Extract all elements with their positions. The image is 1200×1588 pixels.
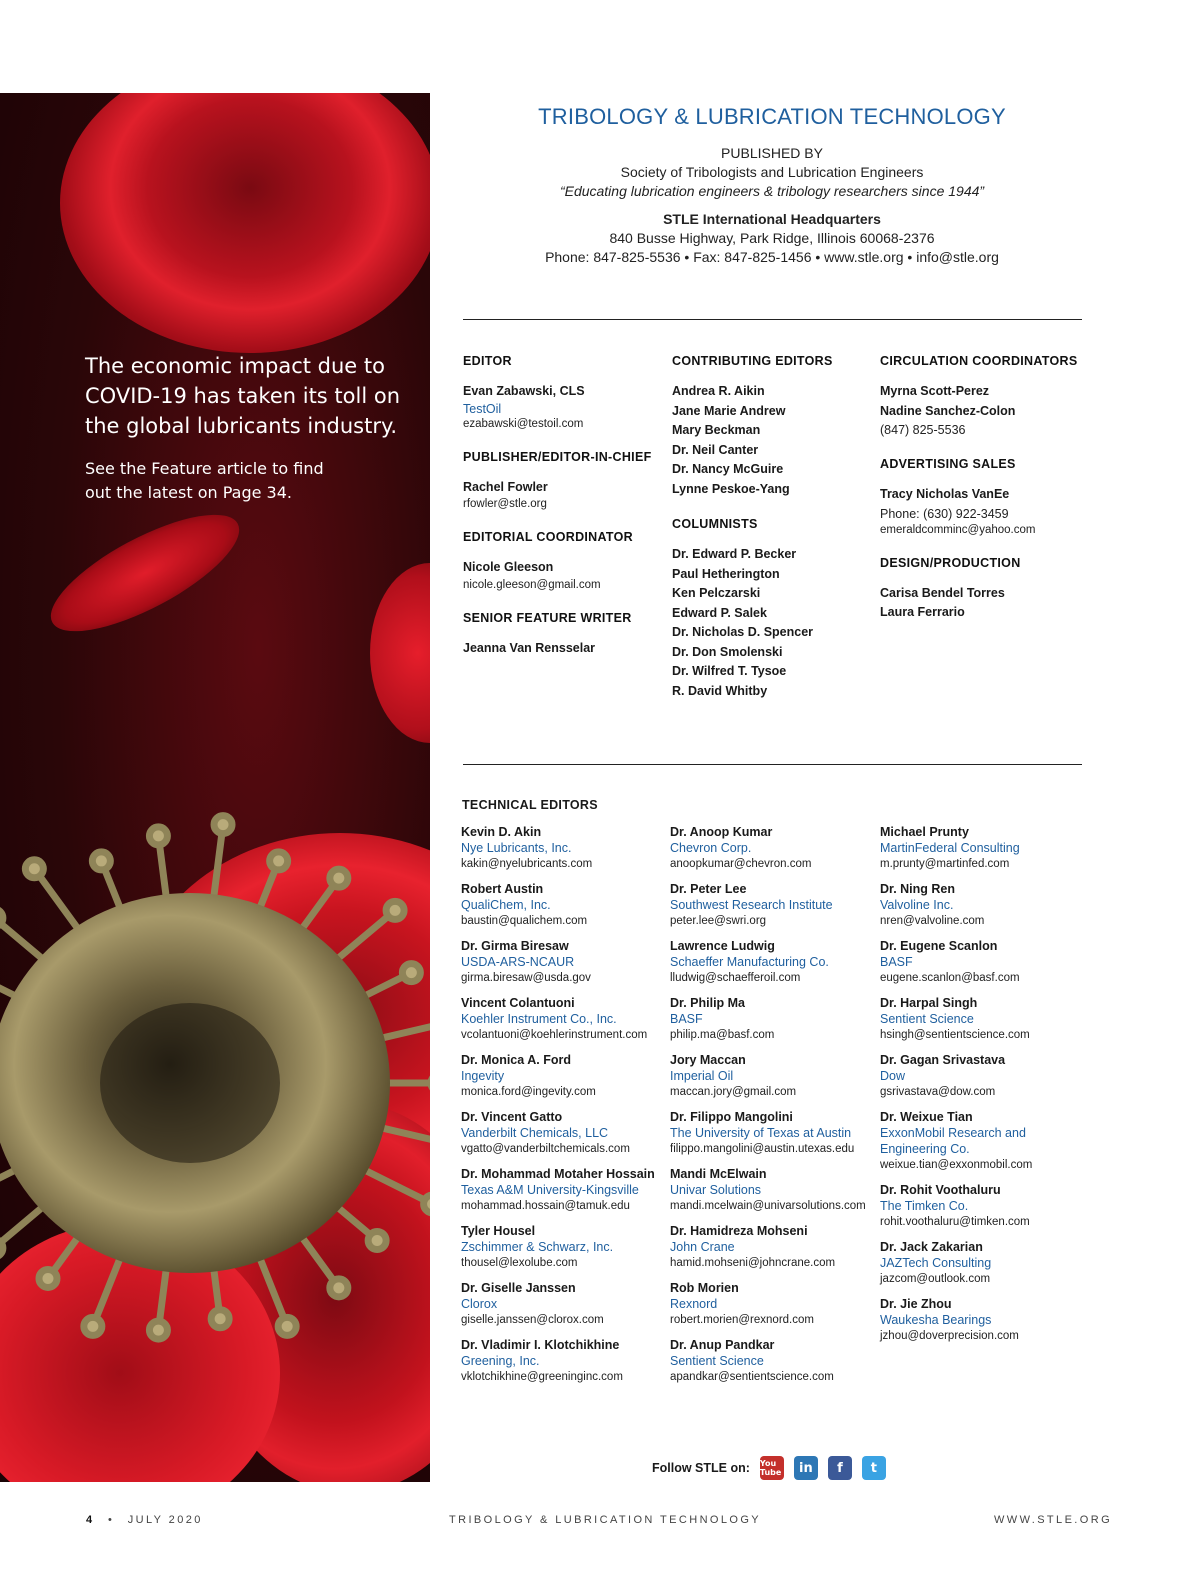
senior-writer-section <box>463 611 663 659</box>
person-name: Dr. Monica A. Ford <box>461 1053 571 1067</box>
person-name: Andrea R. Aikin <box>672 384 765 398</box>
staff-column-2 <box>672 354 872 719</box>
technical-editor-entry <box>670 938 875 986</box>
company-name: The University of Texas at Austin <box>670 1126 852 1140</box>
email-address: vklotchikhine@greeninginc.com <box>461 1371 623 1383</box>
email-address: kakin@nyelubricants.com <box>461 858 593 870</box>
person-name: Dr. Neil Canter <box>672 442 759 457</box>
email-address: jazcom@outlook.com <box>880 1273 991 1285</box>
person-name: Paul Hetherington <box>672 566 780 581</box>
section-heading: SENIOR FEATURE WRITER <box>463 610 632 625</box>
email-address: nren@valvoline.com <box>880 915 985 927</box>
person-name: Robert Austin <box>461 882 544 896</box>
email-address: hamid.mohseni@johncrane.com <box>670 1257 836 1269</box>
technical-editors-column-3 <box>880 824 1080 1353</box>
technical-editors-column-2 <box>670 824 875 1394</box>
email-address: hsingh@sentientscience.com <box>880 1029 1030 1041</box>
person-name: Lawrence Ludwig <box>670 939 775 953</box>
email-address: ezabawski@testoil.com <box>463 417 584 430</box>
email-address: m.prunty@martinfed.com <box>880 858 1010 870</box>
company-name: Waukesha Bearings <box>880 1313 992 1327</box>
technical-editor-entry <box>461 1109 666 1157</box>
company-name: Koehler Instrument Co., Inc. <box>461 1012 617 1026</box>
email-address: giselle.janssen@clorox.com <box>461 1314 604 1326</box>
email-address: lludwig@schaefferoil.com <box>670 972 801 984</box>
company-name: USDA-ARS-NCAUR <box>461 955 575 969</box>
technical-editor-entry <box>670 1280 875 1328</box>
person-name: Jory Maccan <box>670 1053 746 1067</box>
person-name: Dr. Anup Pandkar <box>670 1338 775 1352</box>
editorial-coordinator-section <box>463 530 663 593</box>
company-name: TestOil <box>463 401 502 416</box>
hq-contact: Phone: 847-825-5536 • Fax: 847-825-1456 • www.stle.org • info@stle.org <box>545 249 999 265</box>
design-section <box>880 556 1090 623</box>
person-name: Dr. Eugene Scanlon <box>880 939 998 953</box>
technical-editor-entry <box>880 1109 1080 1173</box>
staff-column-1 <box>463 354 663 676</box>
person-name: Dr. Harpal Singh <box>880 996 978 1010</box>
phone-number: Phone: (630) 922-3459 <box>880 506 1009 521</box>
blood-cell-image <box>36 493 254 653</box>
email-address: gsrivastava@dow.com <box>880 1086 996 1098</box>
technical-editor-entry <box>670 824 875 872</box>
email-address: philip.ma@basf.com <box>670 1029 775 1041</box>
technical-editor-entry <box>880 881 1080 929</box>
person-name: Dr. Philip Ma <box>670 996 746 1010</box>
person-name: Dr. Vincent Gatto <box>461 1110 563 1124</box>
editor-section <box>463 354 663 432</box>
technical-editor-entry <box>461 1166 666 1214</box>
technical-editor-entry <box>461 1052 666 1100</box>
email-address: maccan.jory@gmail.com <box>670 1086 797 1098</box>
company-name: Univar Solutions <box>670 1183 762 1197</box>
technical-editor-entry <box>670 995 875 1043</box>
person-name: Dr. Anoop Kumar <box>670 825 773 839</box>
person-name: Dr. Jie Zhou <box>880 1297 952 1311</box>
technical-editor-entry <box>880 1182 1080 1230</box>
cover-caption <box>85 351 415 505</box>
section-heading: EDITOR <box>463 354 512 368</box>
email-address: robert.morien@rexnord.com <box>670 1314 814 1326</box>
company-name: Sentient Science <box>670 1354 764 1368</box>
person-name: Laura Ferrario <box>880 605 965 619</box>
section-heading: DESIGN/PRODUCTION <box>880 555 1021 570</box>
company-name: ExxonMobil Research and Engineering Co. <box>880 1126 1026 1156</box>
company-name: Clorox <box>461 1297 498 1311</box>
company-name: Nye Lubricants, Inc. <box>461 841 572 855</box>
technical-editor-entry <box>670 1166 875 1214</box>
hq-title: STLE International Headquarters <box>663 211 881 227</box>
person-name: Nicole Gleeson <box>463 560 554 574</box>
company-name: Texas A&M University-Kingsville <box>461 1183 639 1197</box>
section-heading: COLUMNISTS <box>672 517 758 531</box>
person-name: Mandi McElwain <box>670 1167 767 1181</box>
technical-editor-entry <box>880 938 1080 986</box>
email-address: filippo.mangolini@austin.utexas.edu <box>670 1143 855 1155</box>
section-heading: CONTRIBUTING EDITORS <box>672 354 833 368</box>
person-name: Rob Morien <box>670 1281 739 1295</box>
person-name: Nadine Sanchez-Colon <box>880 403 1016 418</box>
email-address: vcolantuoni@koehlerinstrument.com <box>461 1029 648 1041</box>
technical-editor-entry <box>461 881 666 929</box>
company-name: Ingevity <box>461 1069 505 1083</box>
company-name: Sentient Science <box>880 1012 974 1026</box>
technical-editor-entry <box>880 1296 1080 1344</box>
person-name: Dr. Girma Biresaw <box>461 939 569 953</box>
email-address: weixue.tian@exxonmobil.com <box>880 1159 1033 1171</box>
technical-editors-column-1 <box>461 824 666 1394</box>
divider <box>463 319 1082 320</box>
person-name: Jeanna Van Rensselar <box>463 640 596 655</box>
footer-publication: TRIBOLOGY & LUBRICATION TECHNOLOGY <box>449 1514 762 1526</box>
company-name: Schaeffer Manufacturing Co. <box>670 955 829 969</box>
publisher-section <box>463 450 663 513</box>
cover-headline: The economic impact due to COVID-19 has taken its toll on the global lubricants industry. <box>85 354 401 438</box>
company-name: QualiChem, Inc. <box>461 898 551 912</box>
technical-editor-entry <box>670 1223 875 1271</box>
technical-editor-entry <box>880 1239 1080 1287</box>
technical-editor-entry <box>670 881 875 929</box>
email-address: monica.ford@ingevity.com <box>461 1086 596 1098</box>
technical-editor-entry <box>670 1052 875 1100</box>
person-name: Dr. Filippo Mangolini <box>670 1110 793 1124</box>
person-name: Edward P. Salek <box>672 605 767 620</box>
person-name: Dr. Nicholas D. Spencer <box>672 625 814 639</box>
email-address: peter.lee@swri.org <box>670 915 767 927</box>
technical-editor-entry <box>461 824 666 872</box>
person-name: Tracy Nicholas VanEe <box>880 487 1010 501</box>
linkedin-icon[interactable]: in <box>794 1456 818 1480</box>
company-name: Greening, Inc. <box>461 1354 540 1368</box>
society-name: Society of Tribologists and Lubrication Engineers <box>620 164 924 180</box>
email-address: jzhou@doverprecision.com <box>880 1330 1019 1342</box>
person-name: R. David Whitby <box>672 683 768 698</box>
technical-editor-entry <box>670 1109 875 1157</box>
company-name: Vanderbilt Chemicals, LLC <box>461 1126 609 1140</box>
person-name: Dr. Edward P. Becker <box>672 547 797 561</box>
person-name: Rachel Fowler <box>463 479 548 494</box>
masthead <box>462 104 1082 267</box>
divider <box>463 764 1082 765</box>
section-heading: PUBLISHER/EDITOR-IN-CHIEF <box>463 449 652 464</box>
email-address: thousel@lexolube.com <box>461 1257 578 1269</box>
person-name: Dr. Peter Lee <box>670 882 747 896</box>
email-address: eugene.scanlon@basf.com <box>880 972 1020 984</box>
blood-cell-image <box>60 93 430 353</box>
technical-editor-entry <box>880 995 1080 1043</box>
email-address: girma.biresaw@usda.gov <box>461 972 591 984</box>
person-name: Myrna Scott-Perez <box>880 384 990 398</box>
social-follow-bar <box>652 1456 886 1480</box>
technical-editor-entry <box>461 938 666 986</box>
phone-number: (847) 825-5536 <box>880 423 966 437</box>
company-name: BASF <box>670 1012 703 1026</box>
technical-editor-entry <box>461 995 666 1043</box>
company-name: JAZTech Consulting <box>880 1256 992 1270</box>
section-heading: EDITORIAL COORDINATOR <box>463 530 633 544</box>
email-address: nicole.gleeson@gmail.com <box>463 578 601 591</box>
contributing-editors-section <box>672 354 872 499</box>
follow-label: Follow STLE on: <box>652 1461 750 1475</box>
technical-editor-entry <box>670 1337 875 1385</box>
person-name: Dr. Wilfred T. Tysoe <box>672 664 787 678</box>
company-name: Rexnord <box>670 1297 718 1311</box>
person-name: Dr. Weixue Tian <box>880 1110 973 1124</box>
columnists-section <box>672 517 872 701</box>
person-name: Dr. Ning Ren <box>880 882 956 896</box>
footer-left <box>86 1514 203 1526</box>
email-address: apandkar@sentientscience.com <box>670 1371 834 1383</box>
technical-editor-entry <box>461 1337 666 1385</box>
person-name: Dr. Jack Zakarian <box>880 1240 983 1254</box>
section-heading: CIRCULATION COORDINATORS <box>880 354 1078 368</box>
person-name: Michael Prunty <box>880 825 969 839</box>
email-address: emeraldcomminc@yahoo.com <box>880 523 1036 536</box>
company-name: Imperial Oil <box>670 1069 734 1083</box>
person-name: Kevin D. Akin <box>461 825 542 839</box>
footer-website[interactable]: WWW.STLE.ORG <box>994 1514 1113 1526</box>
cover-art-panel <box>0 93 430 1482</box>
page-number: 4 <box>86 1514 95 1526</box>
facebook-icon[interactable]: f <box>828 1456 852 1480</box>
youtube-icon[interactable]: You Tube <box>760 1456 784 1480</box>
company-name: Dow <box>880 1069 906 1083</box>
company-name: The Timken Co. <box>880 1199 969 1213</box>
publication-title: TRIBOLOGY & LUBRICATION TECHNOLOGY <box>538 104 1006 129</box>
person-name: Dr. Giselle Janssen <box>461 1281 576 1295</box>
company-name: Southwest Research Institute <box>670 898 833 912</box>
published-by: PUBLISHED BY <box>721 145 823 161</box>
technical-editor-entry <box>880 1052 1080 1100</box>
email-address: vgatto@vanderbiltchemicals.com <box>461 1143 630 1155</box>
company-name: MartinFederal Consulting <box>880 841 1020 855</box>
technical-editor-entry <box>880 824 1080 872</box>
hq-address: 840 Busse Highway, Park Ridge, Illinois 60068-2376 <box>609 230 935 246</box>
email-address: baustin@qualichem.com <box>461 915 588 927</box>
technical-editor-entry <box>461 1280 666 1328</box>
email-address: rfowler@stle.org <box>463 498 547 510</box>
section-heading: ADVERTISING SALES <box>880 457 1016 471</box>
twitter-icon[interactable]: t <box>862 1456 886 1480</box>
company-name: Zschimmer & Schwarz, Inc. <box>461 1240 614 1254</box>
person-name: Dr. Nancy McGuire <box>672 462 784 476</box>
advertising-section <box>880 457 1090 538</box>
virus-illustration <box>0 783 430 1343</box>
person-name: Dr. Gagan Srivastava <box>880 1053 1006 1067</box>
person-name: Dr. Rohit Voothaluru <box>880 1183 1001 1197</box>
company-name: Valvoline Inc. <box>880 898 954 912</box>
blood-cell-image <box>370 563 430 743</box>
issue-date: JULY 2020 <box>127 1514 203 1526</box>
cover-subtext: See the Feature article to find out the latest on Page 34. <box>85 459 324 502</box>
person-name: Tyler Housel <box>461 1224 536 1238</box>
person-name: Dr. Mohammad Motaher Hossain <box>461 1167 655 1181</box>
company-name: BASF <box>880 955 913 969</box>
person-name: Ken Pelczarski <box>672 586 761 600</box>
company-name: John Crane <box>670 1240 735 1254</box>
person-name: Mary Beckman <box>672 423 761 437</box>
person-name: Dr. Vladimir I. Klotchikhine <box>461 1338 620 1352</box>
person-name: Dr. Hamidreza Mohseni <box>670 1224 808 1238</box>
email-address: rohit.voothaluru@timken.com <box>880 1216 1030 1228</box>
email-address: mohammad.hossain@tamuk.edu <box>461 1200 630 1212</box>
person-name: Dr. Don Smolenski <box>672 644 783 659</box>
person-name: Jane Marie Andrew <box>672 403 786 418</box>
technical-editors-heading: TECHNICAL EDITORS <box>462 798 598 812</box>
company-name: Chevron Corp. <box>670 841 752 855</box>
person-name: Evan Zabawski, CLS <box>463 384 585 398</box>
circulation-section <box>880 354 1090 439</box>
tagline: “Educating lubrication engineers & tribology researchers since 1944” <box>559 183 985 199</box>
staff-column-3 <box>880 354 1090 641</box>
email-address: anoopkumar@chevron.com <box>670 858 812 870</box>
person-name: Carisa Bendel Torres <box>880 585 1005 600</box>
person-name: Lynne Peskoe-Yang <box>672 481 790 496</box>
footer-separator: • <box>108 1514 115 1526</box>
person-name: Vincent Colantuoni <box>461 996 575 1010</box>
email-address: mandi.mcelwain@univarsolutions.com <box>670 1200 866 1212</box>
technical-editor-entry <box>461 1223 666 1271</box>
